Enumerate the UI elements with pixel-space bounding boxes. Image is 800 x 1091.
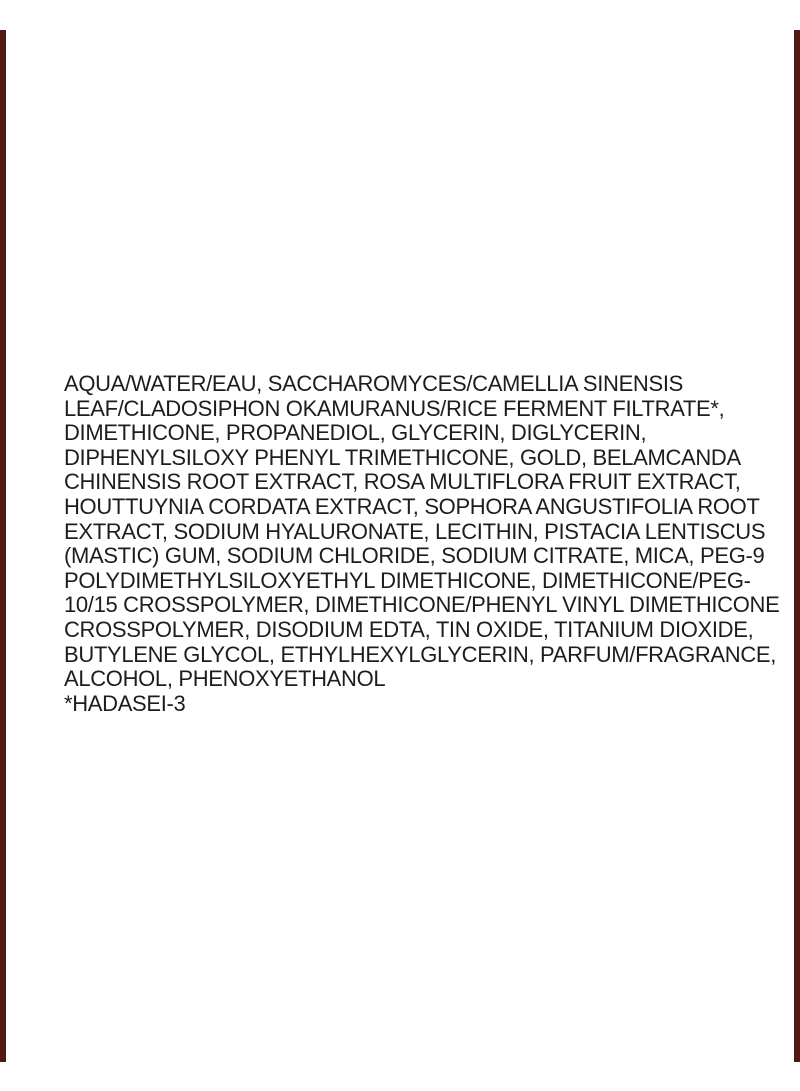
ingredient-line: (MASTIC) GUM, SODIUM CHLORIDE, SODIUM CITRATE, MICA, PEG-9 bbox=[64, 543, 765, 569]
ingredient-line: *HADASEI-3 bbox=[64, 690, 186, 716]
ingredient-line: ALCOHOL, PHENOXYETHANOL bbox=[64, 666, 386, 692]
ingredient-line: 10/15 CROSSPOLYMER, DIMETHICONE/PHENYL VINYL DIMETHICONE bbox=[64, 592, 780, 618]
ingredient-line: LEAF/CLADOSIPHON OKAMURANUS/RICE FERMENT FILTRATE*, bbox=[64, 395, 725, 421]
ingredient-line: HOUTTUYNIA CORDATA EXTRACT, SOPHORA ANGUSTIFOLIA ROOT bbox=[64, 493, 760, 519]
ingredients-panel bbox=[64, 371, 780, 716]
ingredient-line: CHINENSIS ROOT EXTRACT, ROSA MULTIFLORA FRUIT EXTRACT, bbox=[64, 469, 741, 495]
ingredient-line: DIPHENYLSILOXY PHENYL TRIMETHICONE, GOLD, BELAMCANDA bbox=[64, 444, 741, 470]
ingredient-line: BUTYLENE GLYCOL, ETHYLHEXYLGLYCERIN, PARFUM/FRAGRANCE, bbox=[64, 641, 777, 667]
ingredient-line: POLYDIMETHYLSILOXYETHYL DIMETHICONE, DIMETHICONE/PEG- bbox=[64, 567, 751, 593]
ingredient-line: DIMETHICONE, PROPANEDIOL, GLYCERIN, DIGLYCERIN, bbox=[64, 420, 647, 446]
package-edge-left bbox=[0, 30, 6, 1062]
ingredient-line: AQUA/WATER/EAU, SACCHAROMYCES/CAMELLIA SINENSIS bbox=[64, 371, 683, 396]
ingredient-line: CROSSPOLYMER, DISODIUM EDTA, TIN OXIDE, TITANIUM DIOXIDE, bbox=[64, 616, 754, 642]
package-edge-right bbox=[794, 30, 800, 1062]
ingredient-line: EXTRACT, SODIUM HYALURONATE, LECITHIN, PISTACIA LENTISCUS bbox=[64, 518, 766, 544]
